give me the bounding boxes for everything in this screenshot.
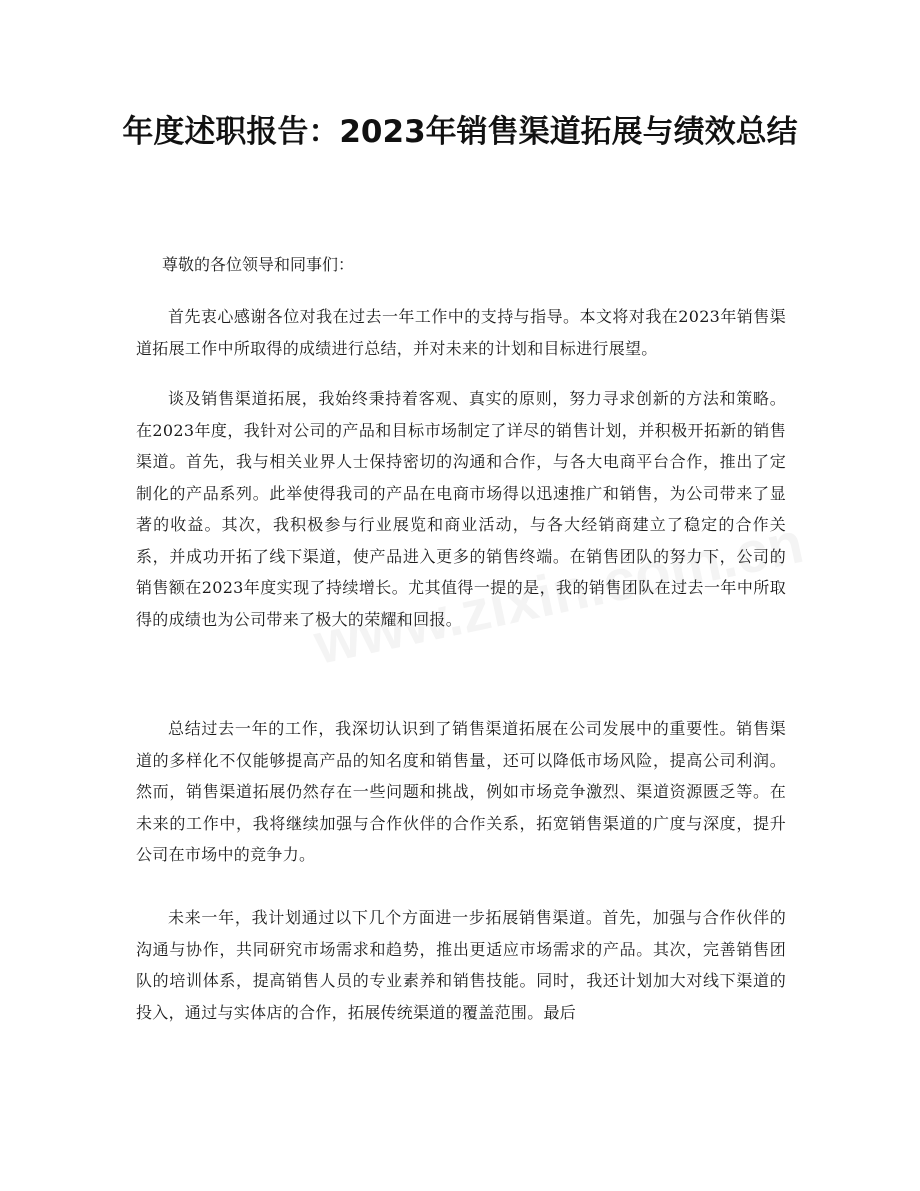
salutation: 尊敬的各位领导和同事们：	[162, 255, 355, 274]
paragraph-future-plan: 未来一年，我计划通过以下几个方面进一步拓展销售渠道。首先，加强与合作伙伴的沟通与协作，共同研究市场需求和趋势，推出更适应市场需求的产品。其次，完善销售团队的培训体系，提高销售人员的专业素养和销售技能。同时，我还计划加大对线下渠道的投入，通过与实体店的合作，拓展传统渠道的覆盖范围。最后	[136, 908, 786, 1022]
paragraph-channel-expansion: 谈及销售渠道拓展，我始终秉持着客观、真实的原则，努力寻求创新的方法和策略。在2023年度，我针对公司的产品和目标市场制定了详尽的销售计划，并积极开拓新的销售渠道。首先，我与相关业界人士保持密切的沟通和合作，与各大电商平台合作，推出了定制化的产品系列。此举使得我司的产品在电商市场得以迅速推广和销售，为公司带来了显著的收益。其次，我积极参与行业展览和商业活动，与各大经销商建立了稳定的合作关系，并成功开拓了线下渠道，使产品进入更多的销售终端。在销售团队的努力下，公司的销售额在2023年度实现了持续增长。尤其值得一提的是，我的销售团队在过去一年中所取得的成绩也为公司带来了极大的荣耀和回报。	[136, 389, 786, 629]
document-title: 年度述职报告：2023年销售渠道拓展与绩效总结	[122, 114, 798, 150]
paragraph-summary: 总结过去一年的工作，我深切认识到了销售渠道拓展在公司发展中的重要性。销售渠道的多样化不仅能够提高产品的知名度和销售量，还可以降低市场风险，提高公司利润。然而，销售渠道拓展仍然存在一些问题和挑战，例如市场竞争激烈、渠道资源匮乏等。在未来的工作中，我将继续加强与合作伙伴的合作关系，拓宽销售渠道的广度与深度，提升公司在市场中的竞争力。	[136, 719, 786, 864]
paragraph-intro: 首先衷心感谢各位对我在过去一年工作中的支持与指导。本文将对我在2023年销售渠道拓展工作中所取得的成绩进行总结，并对未来的计划和目标进行展望。	[136, 307, 786, 358]
